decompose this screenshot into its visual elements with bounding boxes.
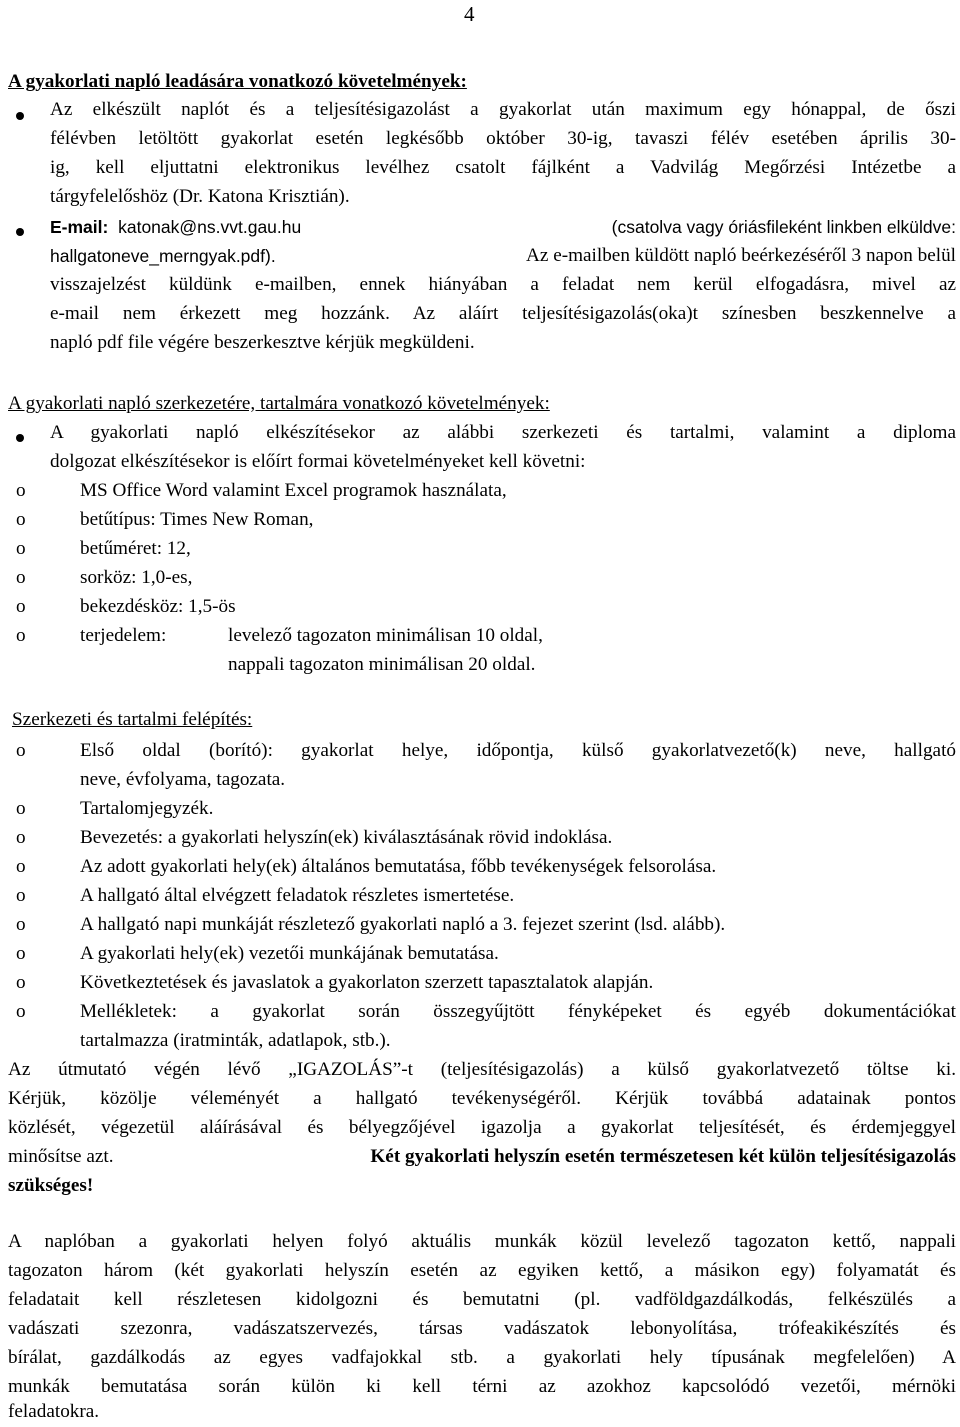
email-address-link[interactable]: katonak@ns.vvt.gau.hu — [118, 217, 302, 237]
email-label: E-mail: — [50, 217, 109, 237]
para2-line7: feladatokra. — [8, 1401, 100, 1422]
list-marker: o — [16, 740, 26, 761]
bullet-icon — [16, 112, 24, 120]
structure-item-cover-line2: neve, évfolyama, tagozata. — [80, 769, 286, 790]
structure-item: A hallgató által elvégzett feladatok részletes ismertetése. — [80, 885, 515, 906]
structure-item-cover-line1: Első oldal (borító): gyakorlat helye, időpontja, külső gyakorlatvezető(k) neve, hallgató — [80, 740, 956, 761]
section3-heading: Szerkezeti és tartalmi felépítés: — [12, 709, 253, 730]
structure-item: Tartalomjegyzék. — [80, 798, 214, 819]
para1-line1: Az útmutató végén lévő „IGAZOLÁS”-t (teljesítésigazolás) a külső gyakorlatvezető töltse ki. — [8, 1059, 956, 1080]
structure-item: Az adott gyakorlati hely(ek) általános bemutatása, főbb tevékenységek felsorolása. — [80, 856, 717, 877]
section1-bullet1-line4: tárgyfelelőshöz (Dr. Katona Krisztián). — [50, 186, 350, 207]
list-marker: o — [16, 596, 26, 617]
structure-item-appendix-line1: Mellékletek: a gyakorlat során összegyűjtött fényképeket és egyéb dokumentációkat — [80, 1001, 956, 1022]
section1-bullet1-line1: Az elkészült naplót és a teljesítésigazolást a gyakorlat után maximum egy hónappal, de őszi — [50, 99, 956, 120]
structure-item: A hallgató napi munkáját részletező gyakorlati napló a 3. fejezet szerint (lsd. alább). — [80, 914, 726, 935]
email-note: (csatolva vagy óriásfileként linkben elküldve: — [611, 217, 956, 237]
bullet-icon — [16, 228, 24, 236]
structure-item-appendix-line2: tartalmazza (iratminták, adatlapok, stb.). — [80, 1030, 391, 1051]
list-marker: o — [16, 827, 26, 848]
section1-bullet2-line4: e-mail nem érkezett meg hozzánk. Az aláírt teljesítésigazolás(oka)t színesben beszkennelve a — [50, 303, 956, 324]
page-number: 4 — [464, 2, 475, 26]
section1-bullet2-line3: visszajelzést küldünk e-mailben, ennek hiányában a feladat nem kerül elfogadásra, mivel az — [50, 274, 956, 295]
scope-line2: nappali tagozaton minimálisan 20 oldal. — [228, 654, 536, 675]
list-marker: o — [16, 943, 26, 964]
section1-bullet2-line2 — [50, 242, 956, 271]
list-marker: o — [16, 856, 26, 877]
section1-bullet2-line1 — [50, 213, 956, 242]
scope-line1: levelező tagozaton minimálisan 10 oldal, — [228, 625, 543, 646]
para2-line4: vadászati szezonra, vadászatszervezés, társas vadászatok lebonyolítása, trófeakikészítés és — [8, 1318, 956, 1339]
para2-line1: A naplóban a gyakorlati helyen folyó aktuális munkák közül levelező tagozaton kettő, nappali — [8, 1231, 956, 1252]
structure-item: Bevezetés: a gyakorlati helyszín(ek) kiválasztásának rövid indoklása. — [80, 827, 613, 848]
para2-line2: tagozaton három (két gyakorlati helyszín esetén az egyiken kettő, a másikon egy) folyamatát és — [8, 1260, 956, 1281]
para1-line5: szükséges! — [8, 1175, 94, 1196]
list-marker: o — [16, 914, 26, 935]
format-item: betűtípus: Times New Roman, — [80, 509, 314, 530]
para1-emphasis: Két gyakorlati helyszín esetén természetesen két külön teljesítésigazolás — [370, 1146, 956, 1167]
format-item: MS Office Word valamint Excel programok használata, — [80, 480, 507, 501]
section1-bullet1-line3: ig, kell eljuttatni elektronikus levélhez csatolt fájlként a Vadvilág Megőrzési Intézetbe a — [50, 157, 956, 178]
section1-bullet2-line5: napló pdf file végére beszerkesztve kérjük megküldeni. — [50, 332, 475, 353]
para2-line3: feladatait kell részletesen kidolgozni és bemutatni (pl. vadföldgazdálkodás, felkészülés a — [8, 1289, 956, 1310]
list-marker: o — [16, 509, 26, 530]
section1-bullet1-line2: félévben letöltött gyakorlat esetén legkésőbb október 30-ig, tavaszi félév esetében április 30- — [50, 128, 956, 149]
list-marker: o — [16, 625, 26, 646]
structure-item: A gyakorlati hely(ek) vezetői munkájának bemutatása. — [80, 943, 499, 964]
list-marker: o — [16, 798, 26, 819]
para2-line6: munkák bemutatása során külön ki kell térni az azokhoz kapcsolódó vezetői, mérnöki — [8, 1376, 956, 1397]
list-marker: o — [16, 538, 26, 559]
section2-heading: A gyakorlati napló szerkezetére, tartalmára vonatkozó követelmények: — [8, 393, 550, 414]
para1-line3: közlését, végezetül aláírásával és bélyegzőjével igazolja a gyakorlat teljesítését, és érdemjeggyel — [8, 1117, 956, 1138]
receipt-text: Az e-mailben küldött napló beérkezéséről 3 napon belül — [526, 245, 956, 266]
para1-line4-start: minősítse azt. — [8, 1146, 114, 1167]
scope-label: terjedelem: — [80, 625, 167, 646]
list-marker: o — [16, 972, 26, 993]
format-item: bekezdésköz: 1,5-ös — [80, 596, 236, 617]
format-item: betűméret: 12, — [80, 538, 191, 559]
section2-intro-line2: dolgozat elkészítésekor is előírt formai követelményeket kell követni: — [50, 451, 586, 472]
bullet-icon — [16, 434, 24, 442]
section2-intro-line1: A gyakorlati napló elkészítésekor az alábbi szerkezeti és tartalmi, valamint a diploma — [50, 422, 956, 443]
format-item: sorköz: 1,0-es, — [80, 567, 193, 588]
section1-heading: A gyakorlati napló leadására vonatkozó követelmények: — [8, 71, 467, 92]
para1-line2: Kérjük, közölje véleményét a hallgató tevékenységéről. Kérjük továbbá adatainak pontos — [8, 1088, 956, 1109]
list-marker: o — [16, 1001, 26, 1022]
file-name: hallgatoneve_merngyak.pdf). — [50, 246, 276, 266]
para2-line5: bírálat, gazdálkodás az egyes vadfajokkal stb. a gyakorlati hely típusának megfelelően) A — [8, 1347, 956, 1368]
list-marker: o — [16, 480, 26, 501]
structure-item: Következtetések és javaslatok a gyakorlaton szerzett tapasztalatok alapján. — [80, 972, 654, 993]
para1-line4 — [8, 1143, 956, 1172]
list-marker: o — [16, 885, 26, 906]
list-marker: o — [16, 567, 26, 588]
